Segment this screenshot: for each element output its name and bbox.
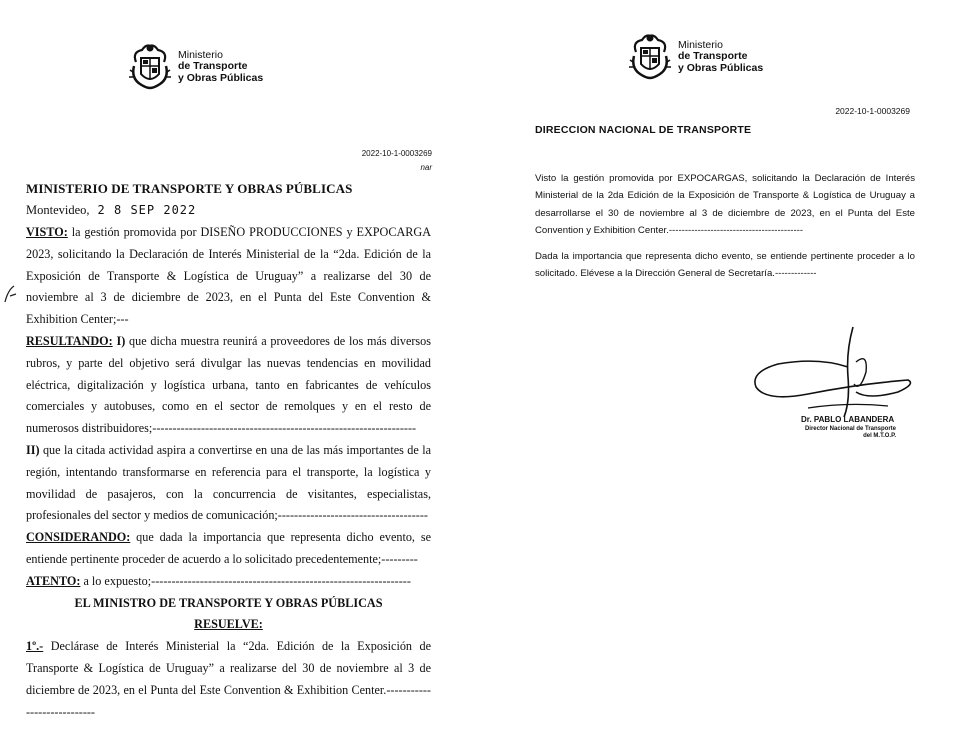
- visto-label: VISTO:: [26, 225, 68, 239]
- atento-paragraph: ATENTO: a lo expuesto;----------------------------------------------------------------: [26, 573, 411, 588]
- ministry-logo: [128, 42, 263, 92]
- directorate-body: [535, 170, 915, 282]
- resultando-label: RESULTANDO:: [26, 333, 113, 348]
- considerando-paragraph: CONSIDERANDO: que dada la importancia que representa dicho evento, se entiende pertinente proceder de acuerdo a lo solicitado precedentemente;---------: [26, 530, 431, 566]
- resultando-i-paragraph: RESULTANDO: I) que dicha muestra reunirá a proveedores de los más diversos rubros, y parte del objetivo será divulgar las nuevas tendencias en movilidad eléctrica, digitalización y logística urbana, tanto en fabricantes de vehículos comerciales y autobuses, como en el sector de remolques y en el resto de numerosos distribuidores;-----------------------------------------------------------------: [26, 333, 431, 436]
- handwritten-signature: [748, 322, 918, 422]
- signer-role: Director Nacional de Transporte del M.T.O.P.: [804, 426, 896, 439]
- resultando-ii-paragraph: II) que la citada actividad aspira a convertirse en una de las más importantes de la región, intentando transformarse en referencia para el transporte, la logística y movilidad de pasajeros, con la concurrencia de visitantes, especialistas, profesionales del sector y medios de comunicación;-------------------------------------: [26, 442, 431, 523]
- ministry-logo-text: Ministerio de Transporte y Obras Públicas: [178, 48, 264, 84]
- considerando-label: CONSIDERANDO:: [26, 530, 131, 545]
- article-number: 1º.-: [26, 639, 44, 654]
- article-1-paragraph: 1º.- Declárase de Interés Ministerial la “2da. Edición de la Exposición de Transporte & Logística de Uruguay” a realizarse del 30 de noviembre al 3 de diciembre de 2023, en el Punta del Este Convention & Exhibition Center.----------------------------: [26, 639, 431, 719]
- coat-of-arms-icon: [128, 42, 172, 92]
- drafter-initials: nar: [420, 163, 432, 172]
- resolution-page-left: [0, 0, 470, 730]
- minister-heading: EL MINISTRO DE TRANSPORTE Y OBRAS PÚBLICAS: [74, 595, 383, 610]
- ministry-title: MINISTERIO DE TRANSPORTE Y OBRAS PÚBLICAS: [26, 181, 353, 196]
- signer-name: Dr. PABLO LABANDERA: [801, 415, 895, 424]
- coat-of-arms-icon: [628, 32, 672, 82]
- ministry-logo-text: Ministerio de Transporte y Obras Públicas: [678, 38, 764, 74]
- date-stamp: 2 8 SEP 2022: [97, 203, 197, 217]
- atento-label: ATENTO:: [26, 573, 81, 588]
- expediente-number: 2022-10-1-0003269: [361, 149, 432, 158]
- resolution-body: [26, 222, 431, 723]
- date-place: Montevideo,: [26, 203, 90, 217]
- recommendation-paragraph: Dada la importancia que representa dicho evento, se entiende pertinente proceder a lo solicitado. Elévese a la Dirección General de Secretaría.-------------: [535, 250, 915, 280]
- directorate-title: DIRECCION NACIONAL DE TRANSPORTE: [535, 124, 752, 136]
- expediente-number: 2022-10-1-0003269: [835, 106, 910, 116]
- margin-initial-mark: [2, 282, 22, 306]
- date-line: [26, 203, 196, 218]
- ministry-logo: [628, 32, 763, 82]
- resuelve-heading: RESUELVE:: [194, 617, 263, 632]
- visto-paragraph: VISTO: la gestión promovida por DISEÑO PRODUCCIONES y EXPOCARGA 2023, solicitando la Declaración de Interés Ministerial de la “2da. Edición de la Exposición de Transporte & Logística de Uruguay” a realizarse del 30 de noviembre al 3 de diciembre de 2023, en el Punta del Este Convention & Exhibition Center;---: [26, 225, 431, 327]
- visto-paragraph: Visto la gestión promovida por EXPOCARGAS, solicitando la Declaración de Interés Ministerial de la 2da Edición de la Exposición de Transporte & Logística de Uruguay a desarrollarse el 30 de noviembre al 3 de diciembre de 2023, en el Punta del Este Convention y Exhibition Center.------------------------------------------: [535, 173, 915, 237]
- resolution-page-right: [500, 0, 980, 730]
